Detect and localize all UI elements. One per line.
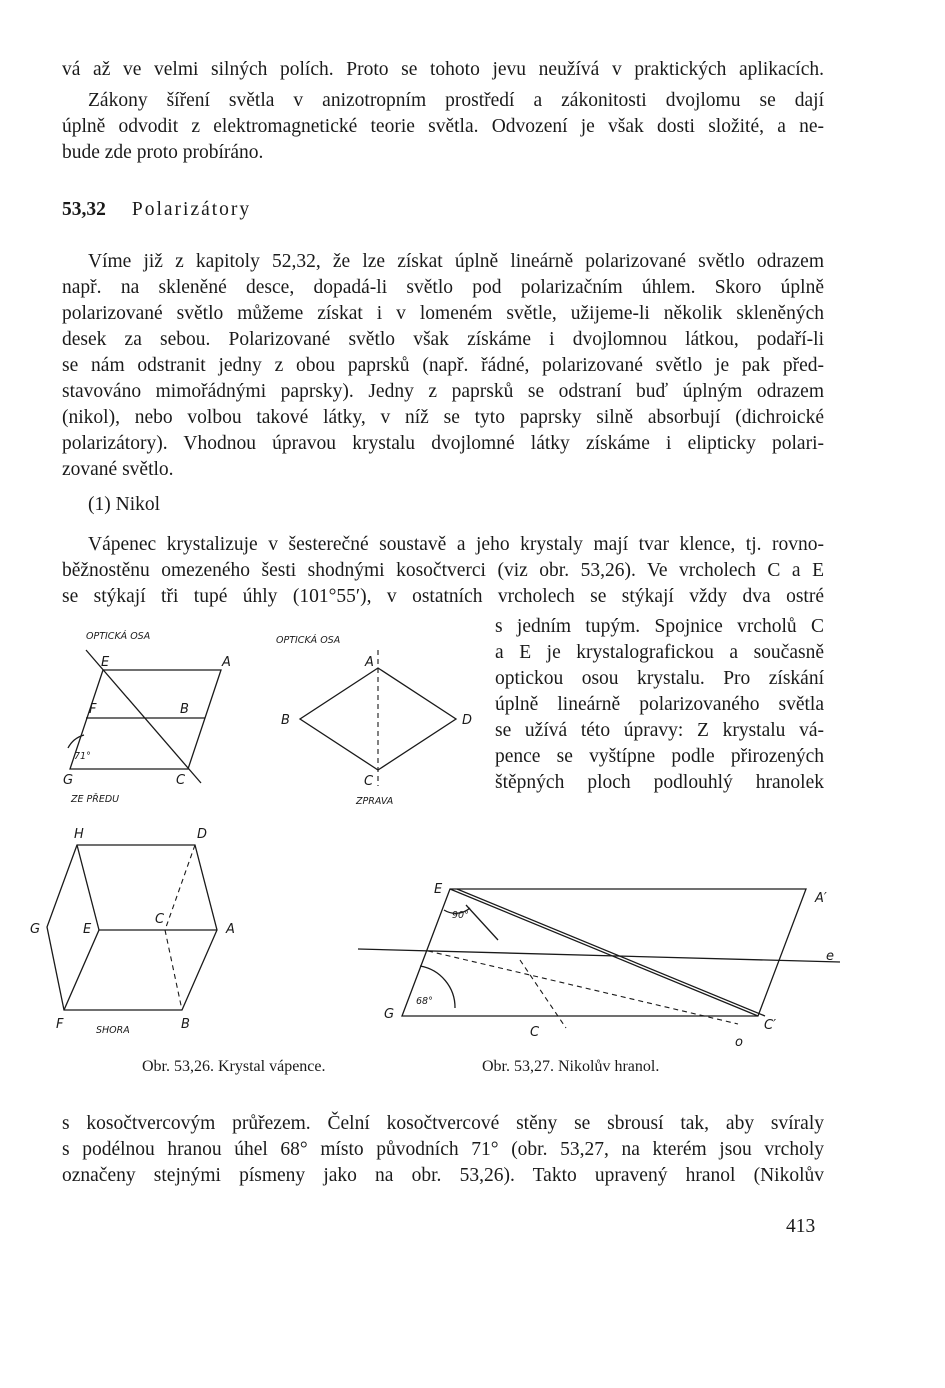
- fig26-top-label-B: B: [181, 1017, 190, 1032]
- fig26-right-label-A: A: [365, 655, 374, 670]
- fig26-top-label-H: H: [74, 827, 84, 842]
- text-line: bude zde proto probíráno.: [62, 142, 264, 163]
- fig26-top-label-D: D: [197, 827, 208, 842]
- fig26-front-label-A: A: [222, 655, 231, 670]
- text-line: např. na skleněné desce, dopadá-li světlo pod polarizačním úhlem. Skoro úplně: [62, 277, 824, 298]
- fig26-caption: Obr. 53,26. Krystal vápence.: [142, 1058, 326, 1075]
- fig26-right-label-B: B: [281, 713, 290, 728]
- fig26-front-label-G: G: [63, 773, 74, 788]
- fig27-ray-o: [428, 951, 738, 1024]
- fig26-top-view-label: SHORA: [96, 1025, 130, 1036]
- fig27-label-o: o: [735, 1035, 743, 1050]
- fig27-label-E: E: [434, 882, 443, 897]
- fig26-front-label-C: C: [176, 773, 186, 788]
- text-line: Víme již z kapitoly 52,32, že lze získat úplně lineárně polarizované světlo odrazem: [88, 251, 824, 272]
- text-line: polarizované světlo můžeme získat i v lomeném světle, užijeme-li několik skleněných: [62, 303, 824, 324]
- text-line: s podélnou hranou úhel 68° místo původních 71° (obr. 53,27, na kterém jsou vrcholy: [62, 1139, 824, 1160]
- text-line: úplně lineárně polarizovaného světla: [495, 694, 824, 715]
- fig27-label-C-prime: C′: [764, 1018, 777, 1033]
- fig26-front-label-E: E: [101, 655, 110, 670]
- fig27-caption: Obr. 53,27. Nikolův hranol.: [482, 1058, 660, 1075]
- fig27-normal: [520, 960, 566, 1028]
- text-line: běžnostěnu omezeného šesti shodnými kosočtverci (viz obr. 53,26). Ve vrcholech C a E: [62, 560, 824, 581]
- text-line: pence se vyštípne podle přirozených: [495, 746, 824, 767]
- fig27-label-C: C: [530, 1025, 540, 1040]
- fig26-front-label-B: B: [180, 702, 189, 717]
- text-line: (nikol), nebo volbou takové látky, v níž se tyto paprsky silně absorbují (dichroické: [62, 407, 824, 428]
- text-line: Vápenec krystalizuje v šesterečné soustavě a jeho krystaly mají tvar klence, tj. rovno-: [88, 534, 824, 555]
- fig27-angle-top-label: 90°: [452, 910, 469, 921]
- text-line: stavováno mimořádnými paprsky). Jedny z paprsků se odstraní buď úplným odrazem: [62, 381, 824, 402]
- text-line: štěpných ploch podlouhlý hranolek: [495, 772, 824, 793]
- text-line: a E je krystalografickou a současně: [495, 642, 824, 663]
- fig27-label-A: A′: [815, 891, 827, 906]
- text-line: úplně odvodit z elektromagnetické teorie světla. Odvození je však dosti složité, a ne-: [62, 116, 824, 137]
- text-line: desek za sebou. Polarizované světlo však získáme i dvojlomnou látkou, podaří-li: [62, 329, 824, 350]
- text-line: optickou osou krystalu. Pro získání: [495, 668, 824, 689]
- fig26-front-axis-label: OPTICKÁ OSA: [86, 631, 151, 642]
- fig26-top-label-E: E: [83, 922, 92, 937]
- fig26-front-label-F: F: [89, 702, 97, 717]
- text-line: s kosočtvercovým průřezem. Čelní kosočtvercové stěny se sbrousí tak, aby svíraly: [62, 1113, 824, 1134]
- fig26-top-label-A: A: [226, 922, 235, 937]
- text-line: označeny stejnými písmeny jako na obr. 53,26). Takto upravený hranol (Nikolův: [62, 1165, 824, 1186]
- fig26-front-view-label: ZE PŘEDU: [71, 794, 120, 805]
- fig27-normal: [466, 905, 498, 940]
- fig27-label-e: e: [826, 949, 834, 964]
- fig26-top-label-G: G: [30, 922, 41, 937]
- text-line: zované světlo.: [62, 459, 174, 480]
- text-line: vá až ve velmi silných polích. Proto se tohoto jevu neužívá v praktických aplikacích.: [62, 59, 824, 80]
- text-line: se stýkají tři tupé úhly (101°55′), v ostatních vrcholech se stýkají vždy dva ostré: [62, 586, 824, 607]
- fig26-front-angle-label: 71°: [74, 751, 91, 762]
- section-title: Polarizátory: [131, 199, 252, 220]
- subsection-heading: (1) Nikol: [88, 494, 161, 515]
- fig26-right-view-label: ZPRAVA: [356, 796, 394, 807]
- text-line: s jedním tupým. Spojnice vrcholů C: [495, 616, 824, 637]
- section-number: 53,32: [62, 199, 106, 220]
- text-line: polarizátory). Vhodnou úpravou krystalu dvojlomné látky získáme i elipticky polari-: [62, 433, 824, 454]
- text-line: Zákony šíření světla v anizotropním prostředí a zákonitosti dvojlomu se dají: [88, 90, 824, 111]
- text-line: se nám odstranit jedny z obou paprsků (např. řádné, polarizované světlo je pak před-: [62, 355, 824, 376]
- fig26-right-label-D: D: [462, 713, 473, 728]
- fig26-right-axis-label: OPTICKÁ OSA: [276, 635, 341, 646]
- fig27-angle-bottom-label: 68°: [416, 996, 433, 1007]
- fig26-top-label-F: F: [56, 1017, 64, 1032]
- page-number: 413: [786, 1216, 816, 1237]
- fig26-top-label-C: C: [155, 912, 165, 927]
- text-line: se užívá této úpravy: Z krystalu vá-: [495, 720, 824, 741]
- fig27-label-G: G: [384, 1007, 395, 1022]
- fig26-right-label-C: C: [364, 774, 374, 789]
